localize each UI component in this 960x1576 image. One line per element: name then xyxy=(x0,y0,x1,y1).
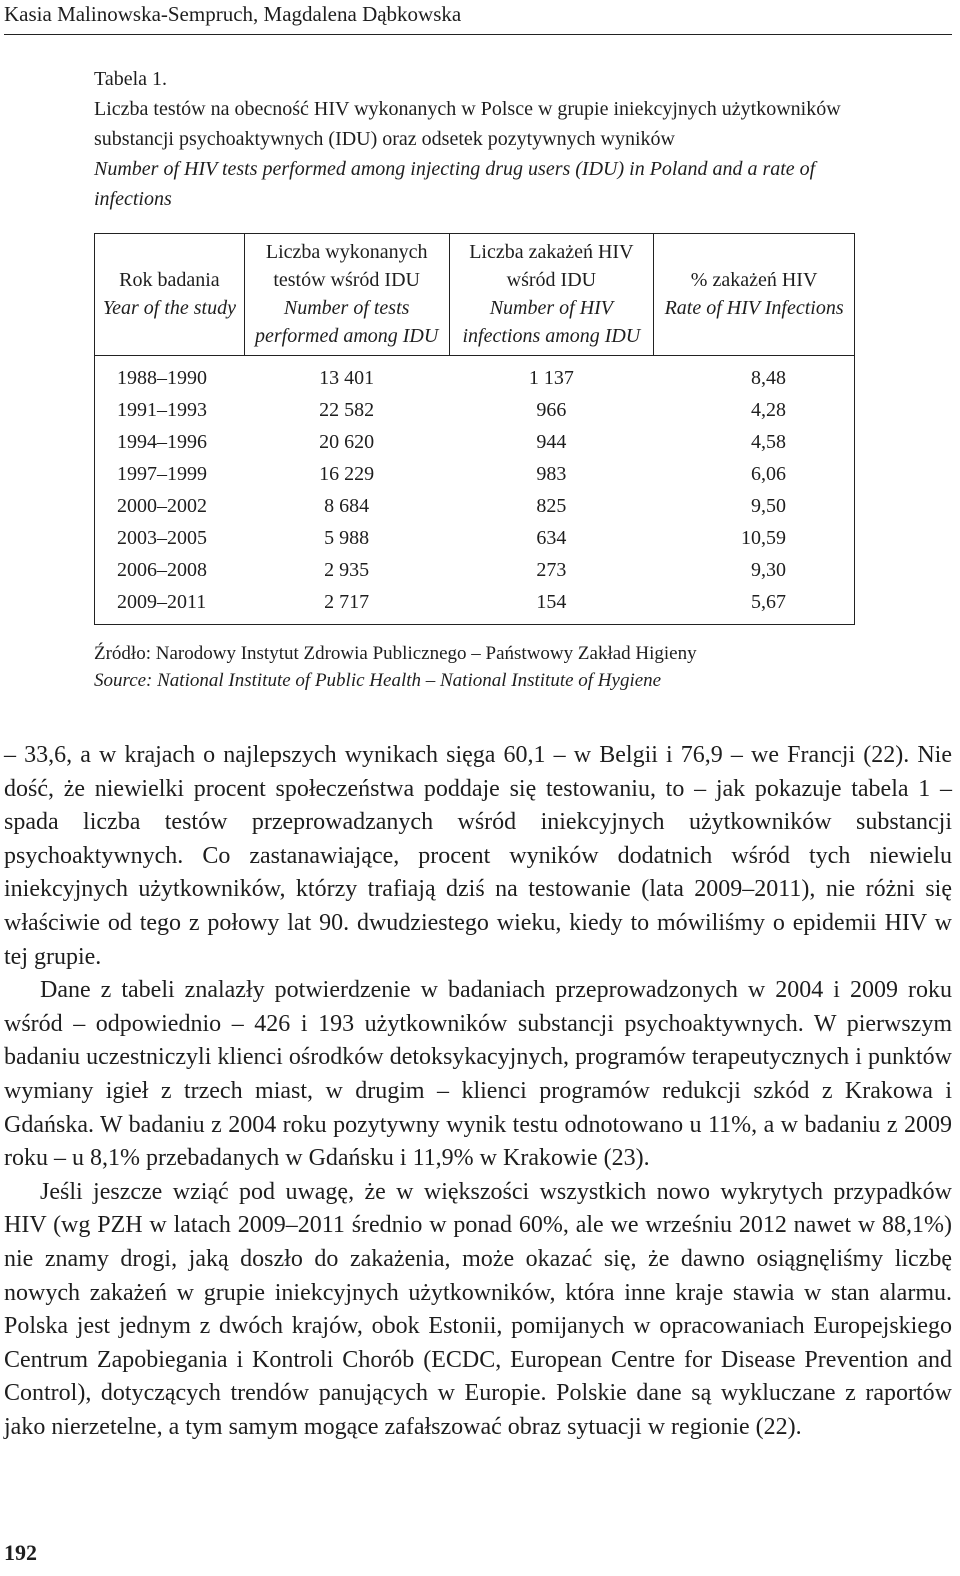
cell-tests: 8 684 xyxy=(324,495,370,517)
cell-infections: 634 xyxy=(536,527,567,549)
cell-rate: 5,67 xyxy=(751,591,786,613)
column-header-tests: Liczba wykonanych testów wśród IDU Number of tests performed among IDU xyxy=(244,234,449,356)
cell-infections: 273 xyxy=(536,559,567,581)
body-text xyxy=(4,739,952,1444)
cell-rate: 8,48 xyxy=(751,367,786,389)
column-header-year: Rok badania Year of the study xyxy=(95,234,245,356)
cell-infections: 966 xyxy=(536,399,567,421)
cell-years: 1991–1993 xyxy=(117,399,207,421)
cell-infections: 1 137 xyxy=(528,367,574,389)
cell-tests: 5 988 xyxy=(324,527,370,549)
header-authors: Kasia Malinowska-Sempruch, Magdalena Dąbkowska xyxy=(4,2,462,26)
cell-tests: 2 935 xyxy=(324,559,370,581)
table-caption xyxy=(94,64,864,214)
source-pl: Źródło: Narodowy Instytut Zdrowia Publicznego – Państwowy Zakład Higieny xyxy=(94,643,697,664)
cell-infections: 983 xyxy=(536,463,567,485)
paragraph: Jeśli jeszcze wziąć pod uwagę, że w większości wszystkich nowo wykrytych przypadków HIV (wg PZH w latach 2009–2011 średnio w ponad 60%, ale we wrześniu 2012 nawet w 88,1%) nie znamy drogi, jaką doszło do zakażenia, może okazać się, że dawno osiągnęliśmy liczbę nowych zakażeń w grupie iniekcyjnych użytkowników, która inne kraje stawia w stan alarmu. Polska jest jednym z dwóch krajów, obok Estonii, pomijanych w opracowaniach Europejskiego Centrum Zapobiegania i Kontroli Chorób (ECDC, European Centre for Disease Prevention and Control), dotyczących trendów panujących w Europie. Polskie dane są wykluczane z raportów jako nierzetelne, a tym samym mogące zafałszować obraz sytuacji w regionie (22). xyxy=(4,1178,952,1440)
paragraph: Dane z tabeli znalazły potwierdzenie w badaniach przeprowadzonych w 2004 i 2009 roku wśród – odpowiednio – 426 i 193 użytkowników substancji psychoaktywnych. W pierwszym badaniu uczestniczyli klienci ośrodków detoksykacyjnych, programów terapeutycznych i punktów wymiany igieł z trzech miast, w drugim – klienci programów redukcji szkód z Krakowa i Gdańska. W badaniu z 2004 roku pozytywny wynik testu odnotowano u 11%, a w badaniu z 2009 roku – u 8,1% przebadanych w Gdańsku i 11,9% w Krakowie (23). xyxy=(4,977,952,1172)
table-title-en: Number of HIV tests performed among injecting drug users (IDU) in Poland and a rate of infections xyxy=(94,158,816,210)
page-number: 192 xyxy=(4,1540,37,1565)
table-row xyxy=(95,554,855,586)
cell-rate: 9,50 xyxy=(751,495,786,517)
table-source xyxy=(94,640,874,694)
cell-rate: 10,59 xyxy=(741,527,786,549)
cell-years: 2000–2002 xyxy=(117,495,207,517)
table-row xyxy=(95,394,855,426)
table-header-row xyxy=(95,234,855,356)
cell-years: 2009–2011 xyxy=(117,591,207,613)
cell-infections: 154 xyxy=(536,591,567,613)
source-en: Source: National Institute of Public Health – National Institute of Hygiene xyxy=(94,670,662,691)
cell-rate: 4,28 xyxy=(751,399,786,421)
table-row xyxy=(95,522,855,554)
hiv-tests-table xyxy=(94,233,855,625)
cell-tests: 22 582 xyxy=(319,399,375,421)
cell-tests: 2 717 xyxy=(324,591,370,613)
table-row xyxy=(95,490,855,522)
cell-years: 1988–1990 xyxy=(117,367,207,389)
table-row xyxy=(95,356,855,395)
cell-years: 1994–1996 xyxy=(117,431,207,453)
paragraph: – 33,6, a w krajach o najlepszych wynikach sięga 60,1 – w Belgii i 76,9 – we Francji (22). Nie dość, że niewielki procent społeczeństwa poddaje się testowaniu, to – jak pokazuje tabela 1 – spada liczba testów przeprowadzanych wśród iniekcyjnych użytkowników substancji psychoaktywnych. Co zastanawiające, procent wyników dodatnich wśród tych niewielu iniekcyjnych użytkowników, którzy trafiają dziś na testowanie (lata 2009–2011), nie różni się właściwie od tego z połowy lat 90. dwudziestego wieku, kiedy to mówiliśmy o epidemii HIV w tej grupie. xyxy=(4,742,952,970)
cell-rate: 6,06 xyxy=(751,463,786,485)
cell-tests: 16 229 xyxy=(319,463,375,485)
column-header-infections: Liczba zakażeń HIV wśród IDU Number of HIV infections among IDU xyxy=(449,234,654,356)
cell-years: 2006–2008 xyxy=(117,559,207,581)
running-header xyxy=(4,0,952,35)
cell-rate: 9,30 xyxy=(751,559,786,581)
table-row xyxy=(95,426,855,458)
cell-years: 1997–1999 xyxy=(117,463,207,485)
cell-years: 2003–2005 xyxy=(117,527,207,549)
cell-tests: 13 401 xyxy=(319,367,375,389)
cell-tests: 20 620 xyxy=(319,431,375,453)
table-label: Tabela 1. xyxy=(94,68,168,90)
cell-infections: 825 xyxy=(536,495,567,517)
table-title-pl: Liczba testów na obecność HIV wykonanych w Polsce w grupie iniekcyjnych użytkowników substancji psychoaktywnych (IDU) oraz odsetek pozytywnych wyników xyxy=(94,98,841,150)
table-row xyxy=(95,586,855,625)
column-header-rate: % zakażeń HIV Rate of HIV Infections xyxy=(654,234,855,356)
cell-rate: 4,58 xyxy=(751,431,786,453)
cell-infections: 944 xyxy=(536,431,567,453)
table-row xyxy=(95,458,855,490)
